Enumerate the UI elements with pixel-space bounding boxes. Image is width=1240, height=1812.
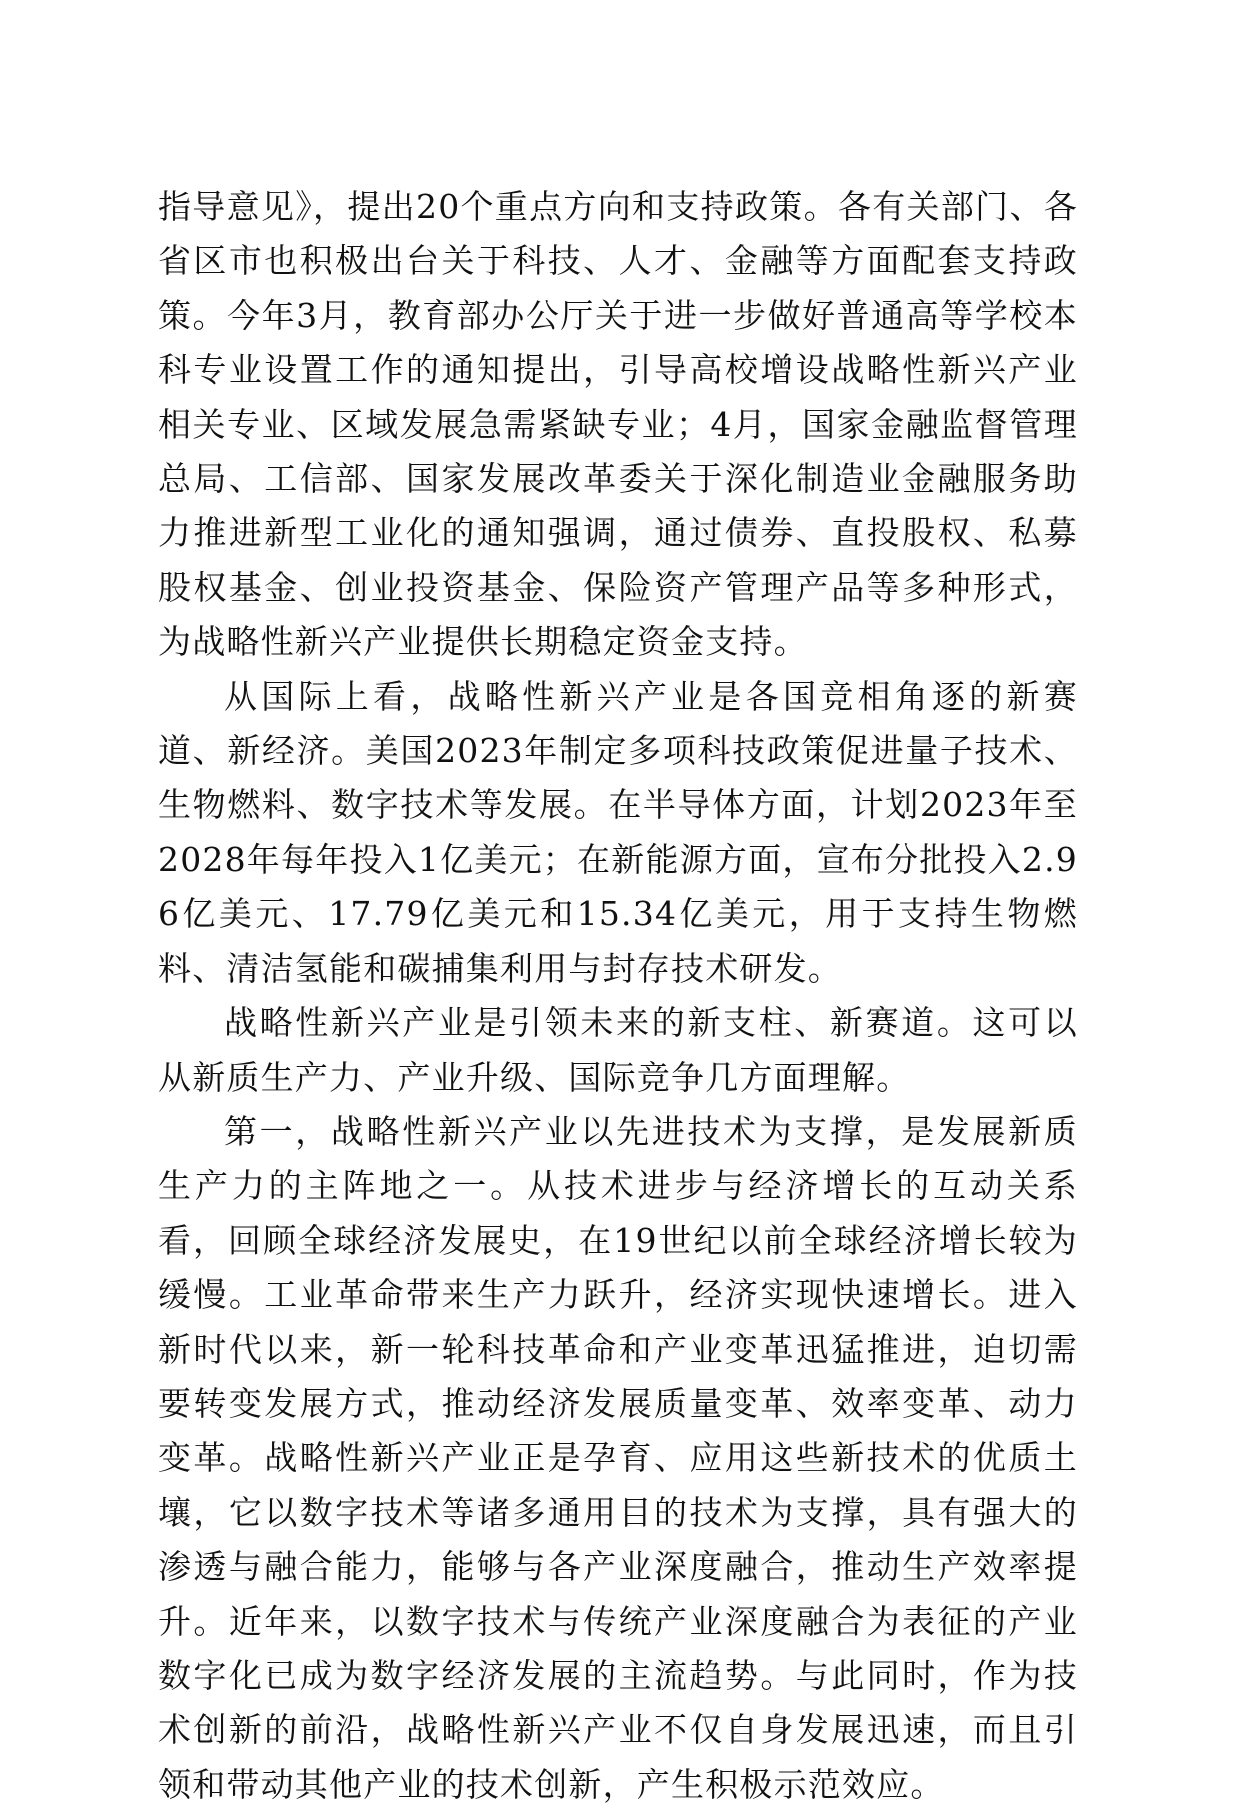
paragraph-2: 从国际上看，战略性新兴产业是各国竞相角逐的新赛道、新经济。美国2023年制定多项科技政策促进量子技术、生物燃料、数字技术等发展。在半导体方面，计划2023年至2028年每年投入1亿美元；在新能源方面，宣布分批投入2.96亿美元、17.79亿美元和15.34亿美元，用于支持生物燃料、清洁氢能和碳捕集利用与封存技术研发。 — [158, 676, 1078, 988]
body-text — [158, 180, 1078, 1812]
paragraph-4: 第一，战略性新兴产业以先进技术为支撑，是发展新质生产力的主阵地之一。从技术进步与经济增长的互动关系看，回顾全球经济发展史，在19世纪以前全球经济增长较为缓慢。工业革命带来生产力跃升，经济实现快速增长。进入新时代以来，新一轮科技革命和产业变革迅猛推进，迫切需要转变发展方式，推动经济发展质量变革、效率变革、动力变革。战略性新兴产业正是孕育、应用这些新技术的优质土壤，它以数字技术等诸多通用目的技术为支撑，具有强大的渗透与融合能力，能够与各产业深度融合，推动生产效率提升。近年来，以数字技术与传统产业深度融合为表征的产业数字化已成为数字经济发展的主流趋势。与此同时，作为技术创新的前沿，战略性新兴产业不仅自身发展迅速，而且引领和带动其他产业的技术创新，产生积极示范效应。 — [158, 1111, 1078, 1804]
paragraph-1: 指导意见》，提出20个重点方向和支持政策。各有关部门、各省区市也积极出台关于科技、人才、金融等方面配套支持政策。今年3月，教育部办公厅关于进一步做好普通高等学校本科专业设置工作的通知提出，引导高校增设战略性新兴产业相关专业、区域发展急需紧缺专业；4月，国家金融监督管理总局、工信部、国家发展改革委关于深化制造业金融服务助力推进新型工业化的通知强调，通过债券、直投股权、私募股权基金、创业投资基金、保险资产管理产品等多种形式，为战略性新兴产业提供长期稳定资金支持。 — [158, 187, 1078, 662]
paragraph-3: 战略性新兴产业是引领未来的新支柱、新赛道。这可以从新质生产力、产业升级、国际竞争几方面理解。 — [158, 1003, 1078, 1097]
